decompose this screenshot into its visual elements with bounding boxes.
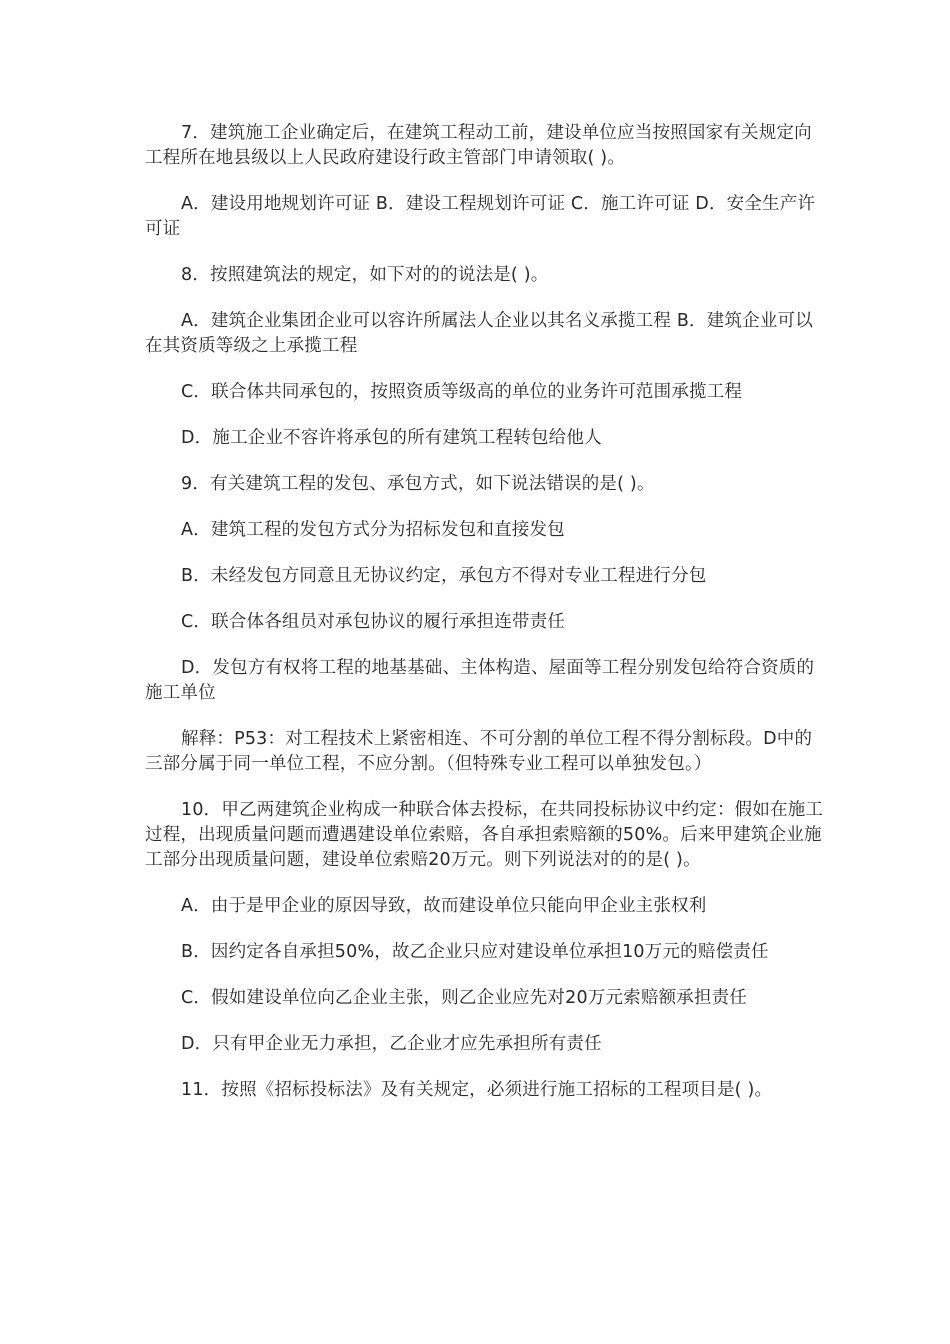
- question-11: 11．按照《招标投标法》及有关规定，必须进行施工招标的工程项目是( )。: [181, 1080, 773, 1100]
- question-10-option-a: A．由于是甲企业的原因导致，故而建设单位只能向甲企业主张权利: [181, 896, 707, 916]
- question-10-option-d: D．只有甲企业无力承担，乙企业才应先承担所有责任: [181, 1034, 602, 1054]
- question-9: 9．有关建筑工程的发包、承包方式，如下说法错误的是( )。: [181, 474, 655, 494]
- question-7: 7．建筑施工企业确定后，在建筑工程动工前，建设单位应当按照国家有关规定向工程所在地县级以上人民政府建设行政主管部门申请领取( )。: [145, 123, 812, 168]
- question-9-option-c: C．联合体各组员对承包协议的履行承担连带责任: [181, 612, 566, 632]
- question-10-option-b: B．因约定各自承担50%，故乙企业只应对建设单位承担10万元的赔偿责任: [181, 942, 769, 962]
- question-9-explanation: 解释：P53：对工程技术上紧密相连、不可分割的单位工程不得分割标段。D中的三部分属于同一单位工程，不应分割。（但特殊专业工程可以单独发包。）: [145, 729, 813, 774]
- question-10: 10．甲乙两建筑企业构成一种联合体去投标，在共同投标协议中约定：假如在施工过程，出现质量问题而遭遇建设单位索赔，各自承担索赔额的50%。后来甲建筑企业施工部分出现质量问题，建设单位索赔20万元。则下列说法对的的是( )。: [145, 800, 824, 870]
- question-8: 8．按照建筑法的规定，如下对的的说法是( )。: [181, 265, 549, 285]
- question-9-option-a: A．建筑工程的发包方式分为招标发包和直接发包: [181, 520, 565, 540]
- question-8-option-d: D．施工企业不容许将承包的所有建筑工程转包给他人: [181, 428, 602, 448]
- question-8-option-a-b: A．建筑企业集团企业可以容许所属法人企业以其名义承揽工程 B．建筑企业可以在其资质等级之上承揽工程: [145, 311, 813, 356]
- question-10-option-c: C．假如建设单位向乙企业主张，则乙企业应先对20万元索赔额承担责任: [181, 988, 748, 1008]
- question-7-options: A．建设用地规划许可证 B．建设工程规划许可证 C．施工许可证 D．安全生产许可证: [145, 194, 816, 239]
- question-8-option-c: C．联合体共同承包的，按照资质等级高的单位的业务许可范围承揽工程: [181, 382, 743, 402]
- document-body: [145, 121, 825, 1124]
- question-9-option-d: D．发包方有权将工程的地基基础、主体构造、屋面等工程分别发包给符合资质的施工单位: [145, 658, 815, 703]
- question-9-option-b: B．未经发包方同意且无协议约定，承包方不得对专业工程进行分包: [181, 566, 707, 586]
